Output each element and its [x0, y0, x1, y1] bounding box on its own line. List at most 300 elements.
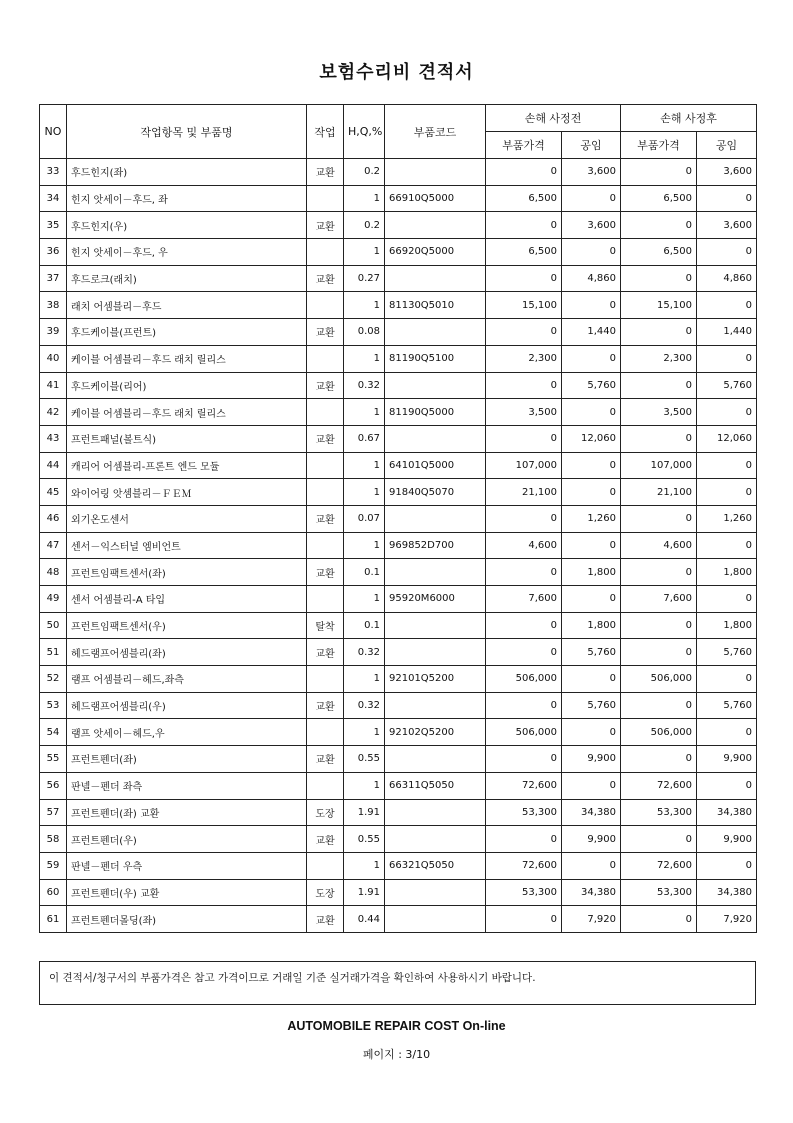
row-item: 프런트펜더(우) 교환	[67, 879, 307, 906]
row-work: 교환	[307, 692, 344, 719]
table-row	[40, 852, 757, 879]
col-work: 작업	[307, 105, 344, 159]
row-part-code	[385, 799, 486, 826]
row-work: 교환	[307, 559, 344, 586]
row-price-after: 53,300	[621, 799, 697, 826]
row-work: 교환	[307, 746, 344, 773]
row-item: 래치 어셈블리－후드	[67, 292, 307, 319]
table-row	[40, 265, 757, 292]
col-code: 부품코드	[385, 105, 486, 159]
row-labor-before: 34,380	[562, 879, 621, 906]
row-price-after: 0	[621, 372, 697, 399]
row-part-code	[385, 559, 486, 586]
row-no: 37	[40, 265, 67, 292]
row-price-after: 0	[621, 826, 697, 853]
row-item: 헤드램프어셈블리(좌)	[67, 639, 307, 666]
row-part-code: 95920M6000	[385, 586, 486, 613]
row-labor-before: 9,900	[562, 746, 621, 773]
table-row	[40, 586, 757, 613]
row-hq: 1	[344, 719, 385, 746]
row-price-after: 2,300	[621, 345, 697, 372]
row-part-code	[385, 826, 486, 853]
row-work: 교환	[307, 212, 344, 239]
row-hq: 1	[344, 586, 385, 613]
row-hq: 0.67	[344, 425, 385, 452]
row-price-after: 0	[621, 265, 697, 292]
row-part-code	[385, 372, 486, 399]
row-price-after: 0	[621, 746, 697, 773]
row-price-after: 107,000	[621, 452, 697, 479]
row-item: 와이어링 앗셈블리－ＦＥＭ	[67, 479, 307, 506]
row-item: 후드케이블(프런트)	[67, 319, 307, 346]
table-row	[40, 505, 757, 532]
row-labor-before: 0	[562, 239, 621, 266]
row-part-code: 91840Q5070	[385, 479, 486, 506]
row-item: 프런트임팩트센서(좌)	[67, 559, 307, 586]
row-hq: 0.1	[344, 559, 385, 586]
row-labor-after: 1,800	[697, 612, 757, 639]
row-labor-after: 0	[697, 292, 757, 319]
row-work	[307, 772, 344, 799]
row-no: 38	[40, 292, 67, 319]
table-row	[40, 799, 757, 826]
row-item: 케이블 어셈블리－후드 래치 릴리스	[67, 345, 307, 372]
row-no: 44	[40, 452, 67, 479]
row-part-code: 66910Q5000	[385, 185, 486, 212]
row-hq: 0.44	[344, 906, 385, 933]
row-no: 35	[40, 212, 67, 239]
row-work	[307, 292, 344, 319]
row-no: 39	[40, 319, 67, 346]
row-no: 60	[40, 879, 67, 906]
row-work: 도장	[307, 879, 344, 906]
table-row	[40, 532, 757, 559]
row-item: 센서－익스터널 엠비언트	[67, 532, 307, 559]
row-labor-after: 0	[697, 185, 757, 212]
row-price-before: 0	[486, 505, 562, 532]
row-item: 판넬－펜더 우측	[67, 852, 307, 879]
row-item: 헤드램프어셈블리(우)	[67, 692, 307, 719]
row-part-code	[385, 505, 486, 532]
col-no: NO	[40, 105, 67, 159]
row-part-code	[385, 159, 486, 186]
table-row	[40, 292, 757, 319]
row-work: 교환	[307, 505, 344, 532]
row-part-code	[385, 692, 486, 719]
row-price-before: 72,600	[486, 772, 562, 799]
row-price-after: 0	[621, 559, 697, 586]
col-price-after: 부품가격	[621, 132, 697, 159]
row-price-before: 107,000	[486, 452, 562, 479]
row-price-before: 0	[486, 425, 562, 452]
footer-service-name: AUTOMOBILE REPAIR COST On-line	[287, 1019, 506, 1033]
row-part-code: 92102Q5200	[385, 719, 486, 746]
row-no: 54	[40, 719, 67, 746]
row-part-code	[385, 612, 486, 639]
col-hq: H,Q,%	[344, 105, 385, 159]
row-no: 48	[40, 559, 67, 586]
row-price-after: 7,600	[621, 586, 697, 613]
row-no: 58	[40, 826, 67, 853]
col-labor-before: 공임	[562, 132, 621, 159]
row-price-before: 6,500	[486, 185, 562, 212]
row-price-after: 0	[621, 425, 697, 452]
row-labor-after: 0	[697, 586, 757, 613]
row-price-before: 7,600	[486, 586, 562, 613]
row-price-after: 0	[621, 212, 697, 239]
table-row	[40, 159, 757, 186]
row-labor-after: 0	[697, 852, 757, 879]
row-labor-before: 0	[562, 719, 621, 746]
row-hq: 1	[344, 292, 385, 319]
row-item: 캐리어 어셈블리-프론트 엔드 모듈	[67, 452, 307, 479]
row-labor-before: 4,860	[562, 265, 621, 292]
row-no: 43	[40, 425, 67, 452]
row-price-before: 15,100	[486, 292, 562, 319]
row-item: 후드케이블(리어)	[67, 372, 307, 399]
row-item: 케이블 어셈블리－후드 래치 릴리스	[67, 399, 307, 426]
row-hq: 1	[344, 852, 385, 879]
row-labor-after: 1,440	[697, 319, 757, 346]
row-work: 교환	[307, 372, 344, 399]
table-row	[40, 399, 757, 426]
row-labor-before: 0	[562, 479, 621, 506]
estimate-table	[39, 104, 757, 933]
row-labor-after: 0	[697, 666, 757, 693]
table-body	[40, 159, 757, 933]
row-price-after: 72,600	[621, 772, 697, 799]
row-item: 램프 앗세이－헤드,우	[67, 719, 307, 746]
row-price-before: 0	[486, 746, 562, 773]
table-row	[40, 826, 757, 853]
row-work: 교환	[307, 265, 344, 292]
row-labor-before: 5,760	[562, 372, 621, 399]
row-part-code: 81130Q5010	[385, 292, 486, 319]
row-item: 후드힌지(좌)	[67, 159, 307, 186]
row-price-before: 0	[486, 906, 562, 933]
row-labor-before: 1,440	[562, 319, 621, 346]
table-row	[40, 345, 757, 372]
row-part-code: 969852D700	[385, 532, 486, 559]
row-no: 41	[40, 372, 67, 399]
row-labor-before: 0	[562, 532, 621, 559]
row-price-before: 506,000	[486, 666, 562, 693]
row-labor-after: 0	[697, 239, 757, 266]
row-labor-after: 4,860	[697, 265, 757, 292]
row-no: 51	[40, 639, 67, 666]
row-price-after: 0	[621, 612, 697, 639]
table-row	[40, 425, 757, 452]
table-row	[40, 319, 757, 346]
row-price-before: 0	[486, 212, 562, 239]
row-part-code	[385, 265, 486, 292]
row-price-before: 506,000	[486, 719, 562, 746]
row-no: 52	[40, 666, 67, 693]
row-labor-after: 34,380	[697, 799, 757, 826]
row-price-after: 506,000	[621, 666, 697, 693]
row-hq: 0.07	[344, 505, 385, 532]
row-labor-after: 5,760	[697, 372, 757, 399]
row-part-code: 66321Q5050	[385, 852, 486, 879]
row-price-before: 0	[486, 372, 562, 399]
row-labor-before: 5,760	[562, 639, 621, 666]
row-part-code: 81190Q5000	[385, 399, 486, 426]
row-hq: 0.32	[344, 692, 385, 719]
table-row	[40, 559, 757, 586]
table-row	[40, 452, 757, 479]
row-work: 교환	[307, 826, 344, 853]
row-hq: 1	[344, 532, 385, 559]
row-price-before: 6,500	[486, 239, 562, 266]
row-price-before: 0	[486, 265, 562, 292]
row-part-code	[385, 746, 486, 773]
row-labor-after: 5,760	[697, 639, 757, 666]
row-labor-after: 1,800	[697, 559, 757, 586]
row-no: 36	[40, 239, 67, 266]
col-group-after: 손해 사정후	[621, 105, 757, 132]
table-row	[40, 666, 757, 693]
row-labor-before: 1,800	[562, 612, 621, 639]
table-row	[40, 372, 757, 399]
row-labor-before: 0	[562, 852, 621, 879]
table-header	[40, 105, 757, 159]
row-price-before: 53,300	[486, 879, 562, 906]
row-labor-before: 0	[562, 586, 621, 613]
row-hq: 0.08	[344, 319, 385, 346]
row-labor-before: 1,800	[562, 559, 621, 586]
row-labor-after: 0	[697, 399, 757, 426]
row-price-after: 4,600	[621, 532, 697, 559]
row-no: 49	[40, 586, 67, 613]
row-price-after: 0	[621, 692, 697, 719]
row-labor-before: 0	[562, 399, 621, 426]
row-no: 45	[40, 479, 67, 506]
row-price-after: 0	[621, 319, 697, 346]
row-labor-before: 3,600	[562, 212, 621, 239]
table-row	[40, 879, 757, 906]
row-labor-after: 0	[697, 345, 757, 372]
row-no: 46	[40, 505, 67, 532]
row-item: 힌지 앗세이－후드, 좌	[67, 185, 307, 212]
row-price-before: 2,300	[486, 345, 562, 372]
row-price-before: 0	[486, 692, 562, 719]
row-item: 후드로크(래치)	[67, 265, 307, 292]
row-price-before: 3,500	[486, 399, 562, 426]
row-work: 교환	[307, 425, 344, 452]
row-work: 교환	[307, 906, 344, 933]
row-price-before: 0	[486, 159, 562, 186]
row-labor-before: 34,380	[562, 799, 621, 826]
row-labor-after: 3,600	[697, 159, 757, 186]
table-row	[40, 185, 757, 212]
row-labor-after: 1,260	[697, 505, 757, 532]
page-number: 페이지 : 3/10	[362, 1048, 431, 1061]
row-price-after: 72,600	[621, 852, 697, 879]
row-hq: 1	[344, 666, 385, 693]
row-hq: 1	[344, 772, 385, 799]
row-part-code: 81190Q5100	[385, 345, 486, 372]
row-labor-after: 7,920	[697, 906, 757, 933]
row-labor-after: 3,600	[697, 212, 757, 239]
row-hq: 1	[344, 399, 385, 426]
row-price-before: 21,100	[486, 479, 562, 506]
row-price-before: 53,300	[486, 799, 562, 826]
row-work: 교환	[307, 319, 344, 346]
table-row	[40, 692, 757, 719]
row-work: 탈착	[307, 612, 344, 639]
row-hq: 1.91	[344, 879, 385, 906]
row-item: 프런트펜더몰딩(좌)	[67, 906, 307, 933]
row-item: 프런트펜더(좌)	[67, 746, 307, 773]
row-labor-after: 34,380	[697, 879, 757, 906]
row-price-after: 21,100	[621, 479, 697, 506]
row-labor-after: 0	[697, 532, 757, 559]
row-work	[307, 239, 344, 266]
row-work	[307, 586, 344, 613]
row-item: 프런트패널(볼트식)	[67, 425, 307, 452]
row-labor-before: 0	[562, 292, 621, 319]
row-hq: 0.2	[344, 212, 385, 239]
row-item: 프런트임팩트센서(우)	[67, 612, 307, 639]
row-no: 57	[40, 799, 67, 826]
row-hq: 0.1	[344, 612, 385, 639]
row-labor-after: 5,760	[697, 692, 757, 719]
row-price-after: 15,100	[621, 292, 697, 319]
row-labor-before: 0	[562, 772, 621, 799]
row-price-before: 0	[486, 639, 562, 666]
row-part-code: 92101Q5200	[385, 666, 486, 693]
row-price-after: 3,500	[621, 399, 697, 426]
row-work	[307, 479, 344, 506]
row-work	[307, 852, 344, 879]
row-price-before: 4,600	[486, 532, 562, 559]
table-row	[40, 906, 757, 933]
row-labor-before: 0	[562, 185, 621, 212]
row-work	[307, 345, 344, 372]
row-hq: 0.32	[344, 639, 385, 666]
row-no: 34	[40, 185, 67, 212]
row-work	[307, 185, 344, 212]
col-group-before: 손해 사정전	[486, 105, 621, 132]
row-labor-after: 0	[697, 719, 757, 746]
row-part-code: 64101Q5000	[385, 452, 486, 479]
table-row	[40, 212, 757, 239]
row-hq: 0.27	[344, 265, 385, 292]
row-price-after: 0	[621, 159, 697, 186]
table-row	[40, 746, 757, 773]
row-hq: 1	[344, 479, 385, 506]
row-labor-after: 9,900	[697, 746, 757, 773]
row-hq: 0.2	[344, 159, 385, 186]
row-no: 50	[40, 612, 67, 639]
row-labor-before: 7,920	[562, 906, 621, 933]
row-price-after: 6,500	[621, 185, 697, 212]
row-work	[307, 399, 344, 426]
row-work: 교환	[307, 639, 344, 666]
row-part-code	[385, 906, 486, 933]
row-price-after: 506,000	[621, 719, 697, 746]
row-item: 센서 어셈블리-A 타입	[67, 586, 307, 613]
row-labor-before: 9,900	[562, 826, 621, 853]
row-labor-after: 0	[697, 772, 757, 799]
row-price-after: 0	[621, 505, 697, 532]
row-labor-before: 0	[562, 452, 621, 479]
row-no: 53	[40, 692, 67, 719]
table-row	[40, 719, 757, 746]
col-labor-after: 공임	[697, 132, 757, 159]
row-hq: 1	[344, 239, 385, 266]
row-price-before: 0	[486, 612, 562, 639]
row-part-code	[385, 425, 486, 452]
row-price-before: 72,600	[486, 852, 562, 879]
row-hq: 0.55	[344, 746, 385, 773]
table-row	[40, 772, 757, 799]
row-item: 프런트펜더(우)	[67, 826, 307, 853]
row-price-before: 0	[486, 559, 562, 586]
table-row	[40, 239, 757, 266]
row-work: 도장	[307, 799, 344, 826]
row-hq: 0.32	[344, 372, 385, 399]
row-labor-before: 1,260	[562, 505, 621, 532]
document-title: 보험수리비 견적서	[319, 62, 474, 83]
row-work: 교환	[307, 159, 344, 186]
row-item: 힌지 앗세이－후드, 우	[67, 239, 307, 266]
row-no: 33	[40, 159, 67, 186]
row-work	[307, 452, 344, 479]
row-labor-before: 0	[562, 345, 621, 372]
row-price-after: 6,500	[621, 239, 697, 266]
row-no: 42	[40, 399, 67, 426]
col-item: 작업항목 및 부품명	[67, 105, 307, 159]
row-labor-before: 12,060	[562, 425, 621, 452]
row-hq: 1	[344, 345, 385, 372]
row-no: 47	[40, 532, 67, 559]
row-labor-after: 0	[697, 479, 757, 506]
row-labor-before: 3,600	[562, 159, 621, 186]
row-part-code	[385, 879, 486, 906]
row-part-code: 66311Q5050	[385, 772, 486, 799]
row-price-after: 0	[621, 906, 697, 933]
col-price-before: 부품가격	[486, 132, 562, 159]
row-work	[307, 532, 344, 559]
row-labor-after: 9,900	[697, 826, 757, 853]
row-item: 판넬－펜더 좌측	[67, 772, 307, 799]
row-hq: 1	[344, 452, 385, 479]
table-row	[40, 639, 757, 666]
row-no: 61	[40, 906, 67, 933]
row-labor-before: 0	[562, 666, 621, 693]
row-labor-after: 12,060	[697, 425, 757, 452]
row-labor-before: 5,760	[562, 692, 621, 719]
row-no: 56	[40, 772, 67, 799]
row-part-code	[385, 639, 486, 666]
row-work	[307, 719, 344, 746]
row-price-after: 0	[621, 639, 697, 666]
table-row	[40, 479, 757, 506]
row-price-before: 0	[486, 826, 562, 853]
row-item: 램프 어셈블리－헤드,좌측	[67, 666, 307, 693]
row-hq: 1.91	[344, 799, 385, 826]
row-part-code: 66920Q5000	[385, 239, 486, 266]
row-item: 후드힌지(우)	[67, 212, 307, 239]
row-part-code	[385, 212, 486, 239]
row-item: 외기온도센서	[67, 505, 307, 532]
row-labor-after: 0	[697, 452, 757, 479]
row-part-code	[385, 319, 486, 346]
row-work	[307, 666, 344, 693]
table-row	[40, 612, 757, 639]
row-price-before: 0	[486, 319, 562, 346]
